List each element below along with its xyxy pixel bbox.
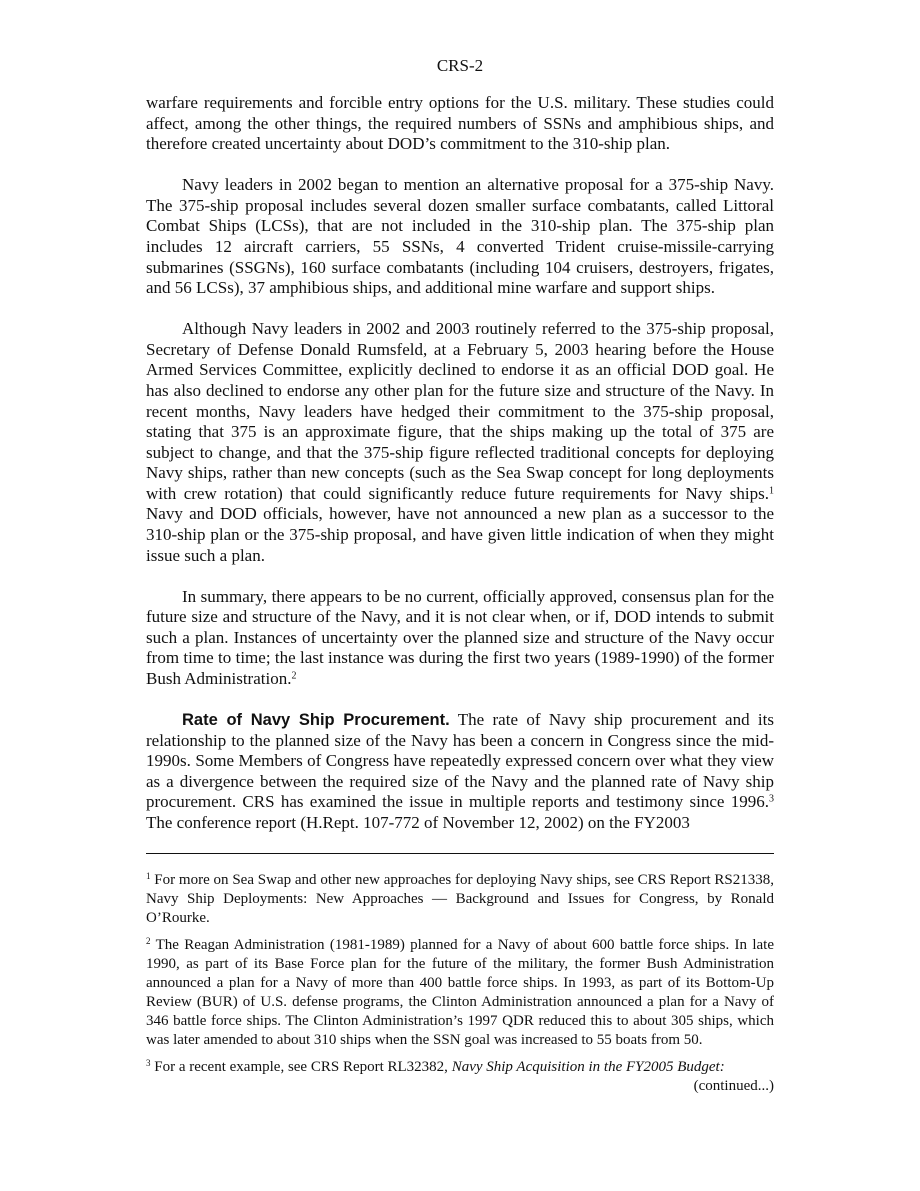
paragraph-5 [146, 710, 774, 834]
paragraph-4-text: In summary, there appears to be no current, officially approved, consensus plan for the future size and structure of the Navy, and it is not clear when, or if, DOD intends to submit such a plan. Instances of uncertainty over the planned size and structure of the Navy occur from time to time; the last instance was during the first two years (1989-1990) of the former Bush Administration. [146, 586, 774, 689]
footnote-1-number: 1 [146, 871, 151, 882]
footnote-3-number: 3 [146, 1058, 151, 1069]
footnote-ref-1[interactable]: 1 [769, 485, 774, 497]
footnote-ref-2[interactable]: 2 [291, 670, 297, 682]
continued-marker: (continued...) [693, 1078, 774, 1094]
footnotes [146, 871, 774, 1104]
footnote-2-number: 2 [146, 936, 151, 947]
section-run-in-heading: Rate of Navy Ship Procurement. [182, 711, 450, 729]
footnote-1 [146, 871, 774, 928]
footnote-3-report-title: Navy Ship Acquisition in the FY2005 Budget: [451, 1059, 725, 1075]
page-number-header: CRS-2 [436, 56, 484, 75]
footnote-3 [146, 1058, 774, 1077]
paragraph-4 [146, 587, 774, 690]
footnote-ref-3[interactable]: 3 [769, 793, 774, 805]
paragraph-5-text: The rate of Navy ship procurement and its relationship to the planned size of the Navy has been a concern in Congress since the mid-1990s. Some Members of Congress have repeatedly expressed concern over what they view as a divergence between the required size of the Navy and the planned rate of Navy ship procurement. CRS has examined the issue in multiple reports and testimony since 1996. [146, 710, 774, 812]
body-text [146, 93, 774, 854]
paragraph-5-continuation: The conference report (H.Rept. 107-772 of November 12, 2002) on the FY2003 [146, 812, 690, 832]
paragraph-3 [146, 319, 774, 566]
paragraph-2: Navy leaders in 2002 began to mention an alternative proposal for a 375-ship Navy. The 375-ship proposal includes several dozen smaller surface combatants, called Littoral Combat Ships (LCSs), that are not included in the 310-ship plan. The 375-ship plan includes 12 aircraft carriers, 55 SSNs, 4 converted Trident cruise-missile-carrying submarines (SSGNs), 160 surface combatants (including 104 cruisers, destroyers, frigates, and 56 LCSs), 37 amphibious ships, and additional mine warfare and support ships. [146, 175, 774, 298]
footnote-1-text: For more on Sea Swap and other new approaches for deploying Navy ships, see CRS Report RS21338, Navy Ship Deployments: New Approaches — Background and Issues for Congress, by Ronald O’Rourke. [146, 872, 775, 926]
paragraph-3-continuation: Navy and DOD officials, however, have not announced a new plan as a successor to the 310-ship plan or the 375-ship proposal, and have given little indication of when they might issue such a plan. [146, 504, 774, 565]
footnote-separator-rule [146, 853, 774, 854]
paragraph-3-text: Although Navy leaders in 2002 and 2003 routinely referred to the 375-ship proposal, Secretary of Defense Donald Rumsfeld, at a February 5, 2003 hearing before the House Armed Services Committee, explicitly declined to endorse it as an official DOD goal. He has also declined to endorse any other plan for the future size and structure of the Navy. In recent months, Navy leaders have hedged their commitment to the 375-ship proposal, stating that 375 is an approximate figure, that the ships making up the total of 375 are subject to change, and that the 375-ship figure reflected traditional concepts for deploying Navy ships, rather than new concepts (such as the Sea Swap concept for long deployments with crew rotation) that could significantly reduce future requirements for Navy ships. [146, 319, 774, 503]
footnote-3-text: For a recent example, see CRS Report RL32382, [154, 1059, 448, 1075]
footnote-2 [146, 936, 774, 1050]
footnote-2-text: The Reagan Administration (1981-1989) planned for a Navy of about 600 battle force ships. In late 1990, as part of its Base Force plan for the future of the military, the former Bush Administration announced a plan for a Navy of more than 400 battle force ships. In 1993, as part of its Bottom-Up Review (BUR) of U.S. defense programs, the Clinton Administration announced a plan for a Navy of 346 battle force ships. The Clinton Administration’s 1997 QDR reduced this to about 305 ships, which was later amended to about 310 ships when the SSN goal was increased to 55 boats from 50. [146, 937, 774, 1048]
paragraph-1: warfare requirements and forcible entry options for the U.S. military. These studies could affect, among the other things, the required numbers of SSNs and amphibious ships, and therefore created uncertainty about DOD’s commitment to the 310-ship plan. [146, 93, 774, 154]
